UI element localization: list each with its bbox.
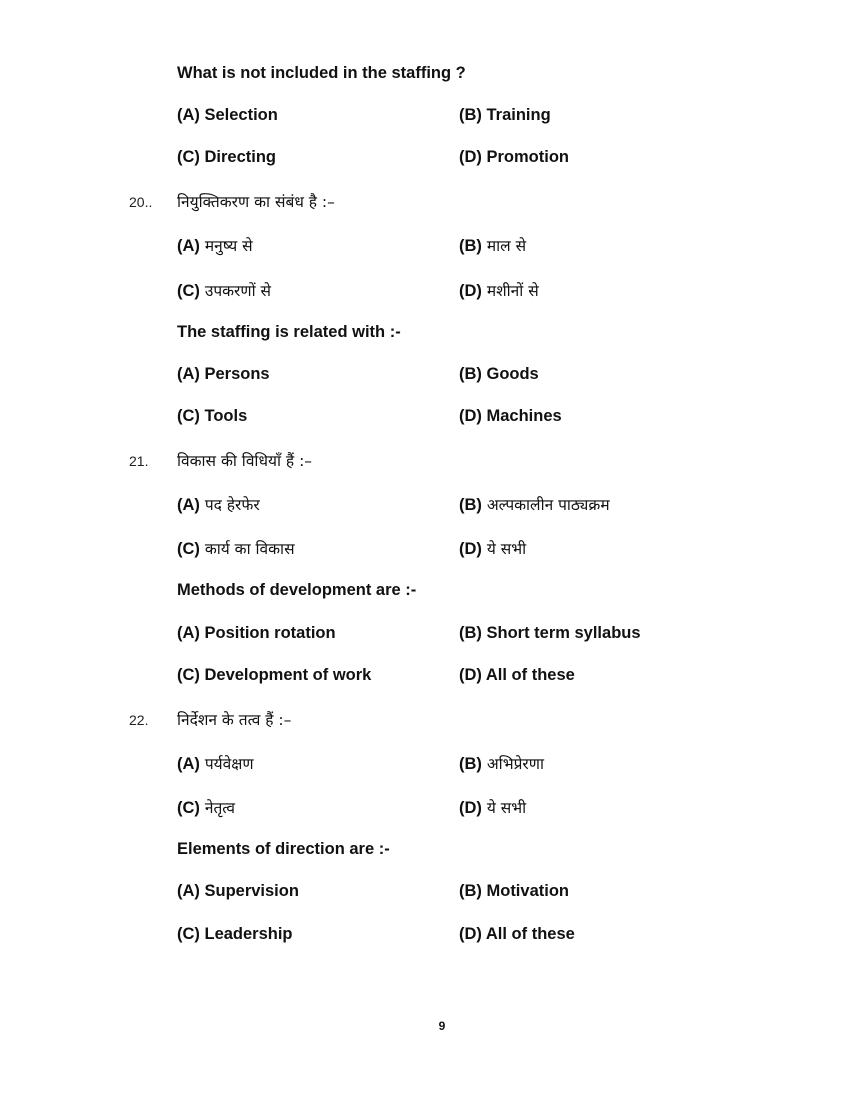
option-left: (C) Development of work — [177, 666, 372, 684]
option-left — [177, 796, 235, 818]
option-left — [177, 234, 253, 256]
options-row — [0, 106, 850, 130]
option-right: (D) All of these — [459, 925, 575, 943]
question-text: What is not included in the staffing ? — [177, 64, 466, 82]
option-right: (D) Machines — [459, 407, 562, 425]
question-number: 20.. — [129, 194, 153, 210]
option-text: उपकरणों से — [204, 282, 272, 300]
question-stem-row — [0, 449, 850, 473]
option-text: अल्पकालीन पाठ्यक्रम — [486, 496, 610, 514]
option-text: कार्य का विकास — [204, 540, 295, 558]
option-letter: (C) — [177, 799, 200, 817]
question-number: 22. — [129, 712, 149, 728]
option-text: माल से — [486, 237, 527, 255]
options-row — [0, 752, 850, 776]
option-right — [459, 279, 539, 301]
page-number: 9 — [438, 1019, 446, 1033]
option-text: नेतृत्व — [204, 799, 236, 817]
question-text: नियुक्तिकरण का संबंध है :– — [177, 193, 335, 211]
option-left — [177, 537, 295, 559]
options-row — [0, 624, 850, 648]
option-left — [177, 279, 271, 301]
question-stem-row — [0, 708, 850, 732]
options-row — [0, 148, 850, 172]
options-row — [0, 279, 850, 303]
question-stem-row — [0, 323, 850, 347]
option-left: (C) Tools — [177, 407, 248, 425]
option-letter: (B) — [459, 237, 482, 255]
question-stem-row — [0, 64, 850, 88]
options-row — [0, 234, 850, 258]
option-left — [177, 752, 254, 774]
option-left: (A) Selection — [177, 106, 278, 124]
option-right — [459, 493, 610, 515]
option-letter: (D) — [459, 282, 482, 300]
question-stem-row — [0, 581, 850, 605]
option-right: (B) Motivation — [459, 882, 569, 900]
options-row — [0, 537, 850, 561]
options-row — [0, 882, 850, 906]
option-right: (D) All of these — [459, 666, 575, 684]
question-stem-row — [0, 840, 850, 864]
option-text: पद हेरफेर — [204, 496, 260, 514]
option-right: (B) Goods — [459, 365, 539, 383]
option-letter: (C) — [177, 282, 200, 300]
option-letter: (A) — [177, 237, 200, 255]
option-left: (C) Leadership — [177, 925, 293, 943]
option-letter: (D) — [459, 799, 482, 817]
option-letter: (D) — [459, 540, 482, 558]
option-right — [459, 752, 544, 774]
option-text: पर्यवेक्षण — [204, 755, 254, 773]
option-letter: (B) — [459, 755, 482, 773]
option-right — [459, 537, 526, 559]
question-text: The staffing is related with :- — [177, 323, 401, 341]
option-left: (C) Directing — [177, 148, 276, 166]
option-right — [459, 796, 526, 818]
option-left: (A) Position rotation — [177, 624, 336, 642]
question-text: Methods of development are :- — [177, 581, 417, 599]
options-row — [0, 666, 850, 690]
question-text: निर्देशन के तत्व हैं :– — [177, 711, 292, 729]
option-left: (A) Supervision — [177, 882, 299, 900]
option-text: मनुष्य से — [204, 237, 253, 255]
option-right: (B) Short term syllabus — [459, 624, 641, 642]
question-number: 21. — [129, 453, 149, 469]
option-text: ये सभी — [486, 799, 527, 817]
options-row — [0, 925, 850, 949]
options-row — [0, 407, 850, 431]
options-row — [0, 493, 850, 517]
option-letter: (A) — [177, 755, 200, 773]
option-letter: (A) — [177, 496, 200, 514]
option-left — [177, 493, 260, 515]
options-row — [0, 796, 850, 820]
option-letter: (C) — [177, 540, 200, 558]
options-row — [0, 365, 850, 389]
option-right: (B) Training — [459, 106, 551, 124]
option-text: अभिप्रेरणा — [486, 755, 544, 773]
option-text: मशीनों से — [486, 282, 539, 300]
option-text: ये सभी — [486, 540, 527, 558]
option-right — [459, 234, 526, 256]
question-text: विकास की विधियाँ हैं :– — [177, 452, 313, 470]
option-letter: (B) — [459, 496, 482, 514]
question-stem-row — [0, 190, 850, 214]
option-right: (D) Promotion — [459, 148, 569, 166]
option-left: (A) Persons — [177, 365, 270, 383]
question-text: Elements of direction are :- — [177, 840, 390, 858]
